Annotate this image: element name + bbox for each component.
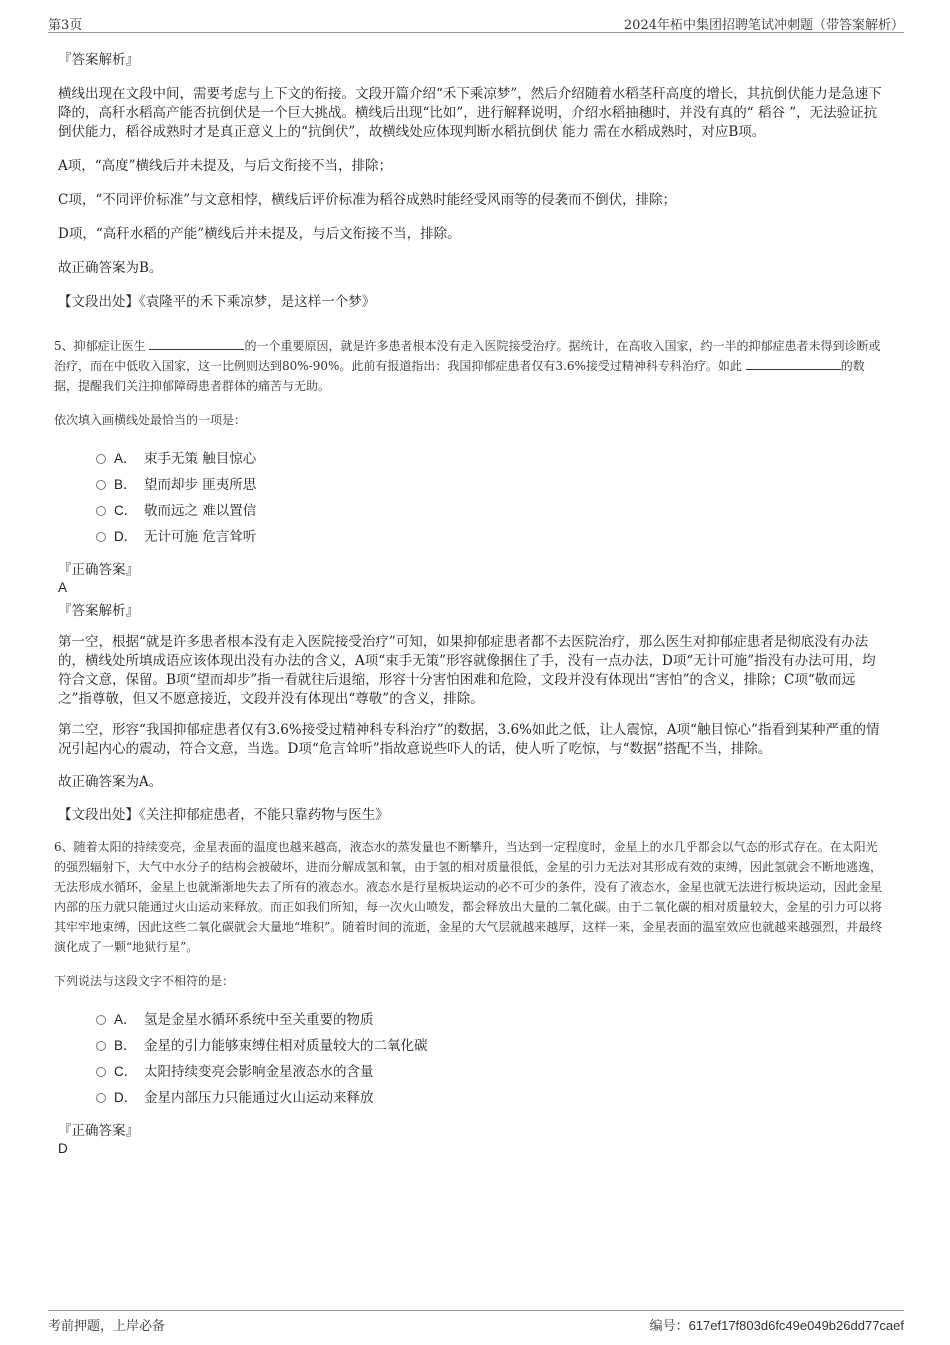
page-content <box>54 44 884 1156</box>
page-footer <box>48 1310 904 1335</box>
option-text: 金星内部压力只能通过火山运动来释放 <box>144 1090 374 1106</box>
q4-analysis-label: 『答案解析』 <box>58 52 139 68</box>
footer-serial: 编号：617ef17f803d6fc49e049b26dd77caef <box>649 1318 904 1333</box>
option-letter: C． <box>114 1064 138 1079</box>
q5-stem-part1: 5、抑郁症让医生 <box>54 339 150 353</box>
q6-option-a[interactable] <box>96 1007 884 1033</box>
q5-source: 【文段出处】《关注抑郁症患者，不能只靠药物与医生》 <box>58 807 389 823</box>
q6-option-c[interactable] <box>96 1059 884 1085</box>
q5-option-a[interactable] <box>96 446 884 472</box>
q4-conclusion: 故正确答案为B。 <box>58 260 163 276</box>
q6-stem: 6、随着太阳的持续变亮，金星表面的温度也越来越高，液态水的蒸发量也不断攀升，当达到一定程度时，金星上的水几乎都会以气态的形式存在。在太阳光的强烈辐射下，大气中水分子的结构会被破坏，进而分解成氢和氧，由于氢的相对质量很低，金星的引力无法对其形成有效的束缚，因此氢就会不断地逃逸，无法形成水循环，金星上也就渐渐地失去了所有的液态水。液态水是行星板块运动的必不可少的条件，没有了液态水，金星也就无法进行板块运动，因此金星内部的压力就只能通过火山运动来释放。而正如我们所知，每一次火山喷发，都会释放出大量的二氧化碳。由于二氧化碳的相对质量较大，金星的引力可以将其牢牢地束缚，因此这些二氧化碳就会大量地“堆积”。随着时间的流逝，金星的大气层就越来越厚，这样一来，金星表面的温室效应也就越来越强烈，并最终演化成了一颗“地狱行星”。 <box>54 840 883 954</box>
q5-option-d[interactable] <box>96 524 884 550</box>
q5-stem-part3: 的数据，提醒我们关注抑郁障碍患者群体的痛苦与无助。 <box>54 359 865 393</box>
q5-analysis-paragraph-1: 第一空，根据“就是许多患者根本没有走入医院接受治疗”可知，如果抑郁症患者都不去医院治疗，那么医生对抑郁症患者是彻底没有办法的，横线处所填成语应该体现出没有办法的含义，A项“束手无策”形容就像捆住了手，没有一点办法，D项“无计可施”指没有办法可用，均符合文意，保留。B项“望而却步”指一看就往后退缩，形容十分害怕困难和危险，文段并没有体现出“害怕”的含义，排除；C项“敬而远之”指尊敬，但又不愿意接近，文段并没有体现出“尊敬”的含义，排除。 <box>58 634 876 707</box>
radio-icon[interactable] <box>96 1015 106 1025</box>
option-letter: B． <box>114 477 137 492</box>
option-text: 束手无策 触目惊心 <box>144 451 257 467</box>
radio-icon[interactable] <box>96 532 106 542</box>
q5-stem-part2: 的一个重要原因，就是许多患者根本没有走入医院接受治疗。据统计，在高收入国家，约一半的抑郁症患者未得到诊断或治疗，而在中低收入国家，这一比例则达到80%-90%。此前有报道指出：我国抑郁症患者仅有3.6%接受过精神科专科治疗。如此 <box>54 339 881 373</box>
radio-icon[interactable] <box>96 454 106 464</box>
q5-analysis-paragraph-2: 第二空，形容“我国抑郁症患者仅有3.6%接受过精神科专科治疗”的数据，3.6%如此之低，让人震惊，A项“触目惊心”指看到某种严重的情况引起内心的震动，符合文意，当选。D项“危言耸听”指故意说些吓人的话，使人听了吃惊，与“数据”搭配不当，排除。 <box>58 722 880 757</box>
q4-analysis-option-d: D项，“高秆水稻的产能”横线后并未提及，与后文衔接不当，排除。 <box>58 226 461 242</box>
q6-prompt: 下列说法与这段文字不相符的是： <box>54 974 235 988</box>
option-text: 敬而远之 难以置信 <box>144 503 257 519</box>
radio-icon[interactable] <box>96 1041 106 1051</box>
radio-icon[interactable] <box>96 480 106 490</box>
option-text: 无计可施 危言耸听 <box>144 529 257 545</box>
option-text: 金星的引力能够束缚住相对质量较大的二氧化碳 <box>144 1038 428 1054</box>
q4-analysis-option-c: C项，“不同评价标准”与文意相悖，横线后评价标准为稻谷成熟时能经受风雨等的侵袭而不倒伏，排除； <box>58 192 677 208</box>
option-letter: C． <box>114 503 138 518</box>
q6-answer: D <box>58 1141 68 1156</box>
q5-answer: A <box>58 580 68 595</box>
radio-icon[interactable] <box>96 506 106 516</box>
option-letter: D． <box>114 1090 138 1105</box>
q6-answer-label: 『正确答案』 <box>58 1123 139 1139</box>
option-text: 太阳持续变亮会影响金星液态水的含量 <box>144 1064 374 1080</box>
option-text: 氢是金星水循环系统中至关重要的物质 <box>144 1012 374 1028</box>
option-letter: B． <box>114 1038 137 1053</box>
q4-analysis-paragraph: 横线出现在文段中间，需要考虑与上下文的衔接。文段开篇介绍“禾下乘凉梦”，然后介绍随着水稻茎秆高度的增长，其抗倒伏能力是急速下降的，高秆水稻高产能否抗倒伏是一个巨大挑战。横线后出现“比如”，进行解释说明，介绍水稻抽穗时，并没有真的“ 稻谷 ”，无法验证抗倒伏能力，稻谷成熟时才是真正意义上的“抗倒伏”，故横线处应体现判断水稻抗倒伏 能力 需在水稻成熟时，对应B项。 <box>58 86 882 140</box>
radio-icon[interactable] <box>96 1067 106 1077</box>
option-letter: A． <box>114 451 137 466</box>
q5-blank-1 <box>149 337 244 350</box>
q5-answer-label: 『正确答案』 <box>58 562 139 578</box>
document-title: 2024年柘中集团招聘笔试冲刺题（带答案解析） <box>623 18 904 33</box>
q5-option-c[interactable] <box>96 498 884 524</box>
footer-slogan: 考前押题，上岸必备 <box>48 1319 166 1334</box>
q5-options <box>58 446 884 550</box>
q5-analysis-label: 『答案解析』 <box>58 603 139 619</box>
radio-icon[interactable] <box>96 1093 106 1103</box>
q4-analysis-option-a: A项，“高度”横线后并未提及，与后文衔接不当，排除； <box>58 158 393 174</box>
page-number: 第3页 <box>48 18 83 33</box>
q5-blank-2 <box>746 357 841 370</box>
option-text: 望而却步 匪夷所思 <box>144 477 257 493</box>
page-header <box>48 12 904 33</box>
q4-source: 【文段出处】《袁隆平的禾下乘凉梦，是这样一个梦》 <box>58 294 376 310</box>
option-letter: A． <box>114 1012 137 1027</box>
q5-conclusion: 故正确答案为A。 <box>58 774 163 790</box>
option-letter: D． <box>114 529 138 544</box>
q6-option-d[interactable] <box>96 1085 884 1111</box>
q6-option-b[interactable] <box>96 1033 884 1059</box>
q6-options <box>58 1007 884 1111</box>
q5-option-b[interactable] <box>96 472 884 498</box>
q5-prompt: 依次填入画横线处最恰当的一项是： <box>54 413 247 427</box>
q5-stem <box>54 336 884 396</box>
